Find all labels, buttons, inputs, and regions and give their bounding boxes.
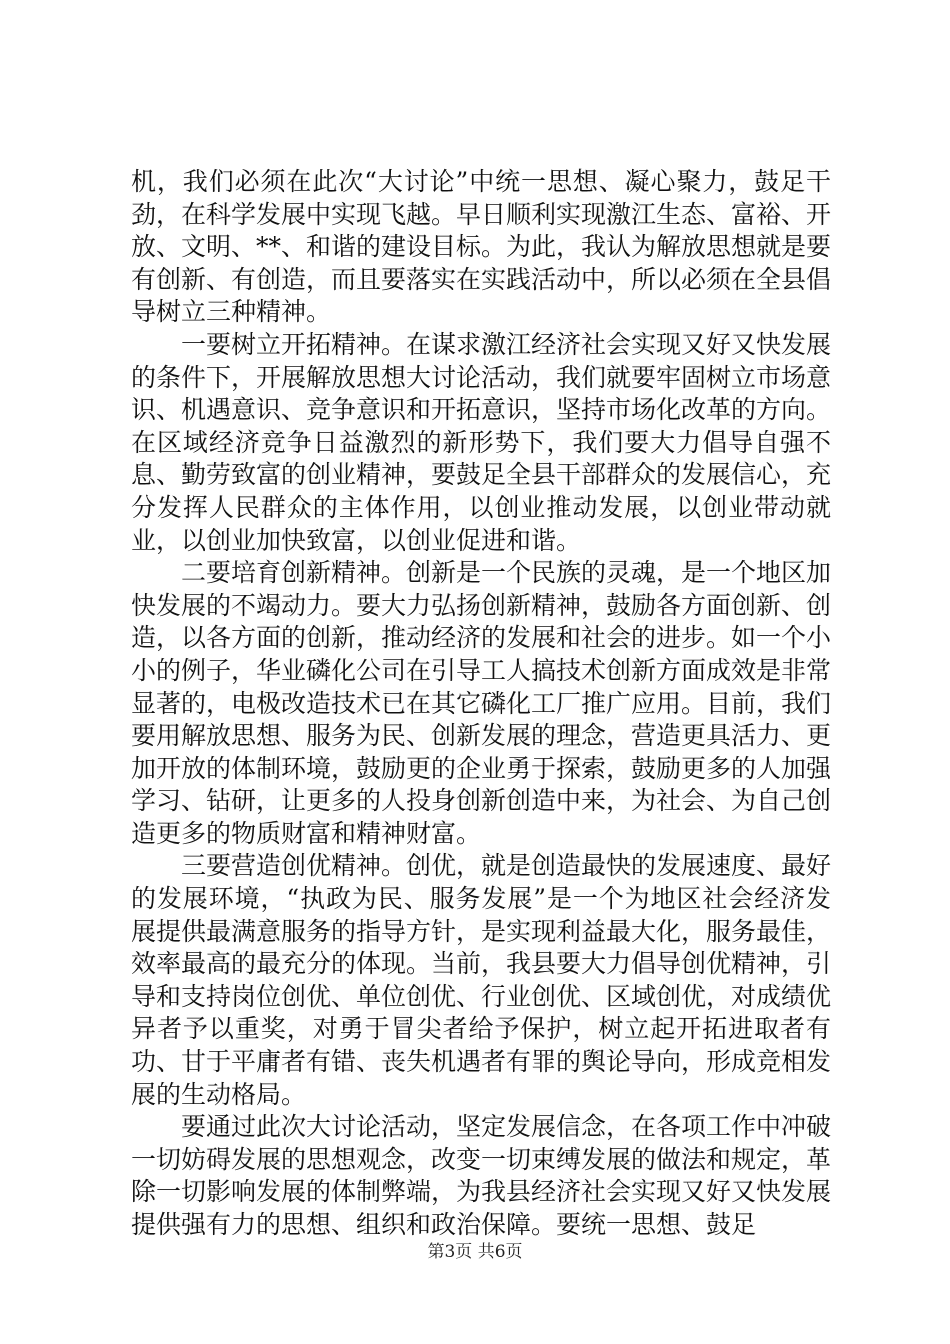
paragraph-conclusion: 要通过此次大讨论活动，坚定发展信念，在各项工作中冲破一切妨碍发展的思想观念，改变一切束缚发展的做法和规定，革除一切影响发展的体制弊端，为我县经济社会实现又好又快发展提供强有力的思想、组织和政治保障。要统一思想、鼓足 — [131, 1112, 832, 1239]
paragraph-pioneering-spirit: 一要树立开拓精神。在谋求激江经济社会实现又好又快发展的条件下，开展解放思想大讨论活动，我们就要牢固树立市场意识、机遇意识、竞争意识和开拓意识，坚持市场化改革的方向。在区域经济竞争日益激烈的新形势下，我们要大力倡导自强不息、勤劳致富的创业精神，要鼓足全县干部群众的发展信心，充分发挥人民群众的主体作用，以创业推动发展，以创业带动就业，以创业加快致富，以创业促进和谐。 — [131, 329, 832, 555]
document-body — [131, 166, 831, 1242]
paragraph-innovation-spirit: 二要培育创新精神。创新是一个民族的灵魂，是一个地区加快发展的不竭动力。要大力弘扬创新精神，鼓励各方面创新、创造，以各方面的创新，推动经济的发展和社会的进步。如一个小小的例子，华业磷化公司在引导工人搞技术创新方面成效是非常显著的，电极改造技术已在其它磷化工厂推广应用。目前，我们要用解放思想、服务为民、创新发展的理念，营造更具活力、更加开放的体制环境，鼓励更的企业勇于探索，鼓励更多的人加强学习、钻研，让更多的人投身创新创造中来，为社会、为自己创造更多的物质财富和精神财富。 — [131, 558, 832, 848]
page-number: 第3页 共6页 — [427, 1242, 523, 1262]
paragraph-excellence-spirit: 三要营造创优精神。创优，就是创造最快的发展速度、最好的发展环境，“执政为民、服务发展”是一个为地区社会经济发展提供最满意服务的指导方针，是实现利益最大化，服务最佳，效率最高的最充分的体现。当前，我县要大力倡导创优精神，引导和支持岗位创优、单位创优、行业创优、区域创优，对成绩优异者予以重奖，对勇于冒尖者给予保护，树立起开拓进取者有功、甘于平庸者有错、丧失机遇者有罪的舆论导向，形成竞相发展的生动格局。 — [131, 851, 832, 1109]
page-footer — [0, 1242, 950, 1262]
paragraph-continuation: 机，我们必须在此次“大讨论”中统一思想、凝心聚力，鼓足干劲，在科学发展中实现飞越。早日顺利实现激江生态、富裕、开放、文明、**、和谐的建设目标。为此，我认为解放思想就是要有创新、有创造，而且要落实在实践活动中，所以必须在全县倡导树立三种精神。 — [131, 167, 832, 327]
